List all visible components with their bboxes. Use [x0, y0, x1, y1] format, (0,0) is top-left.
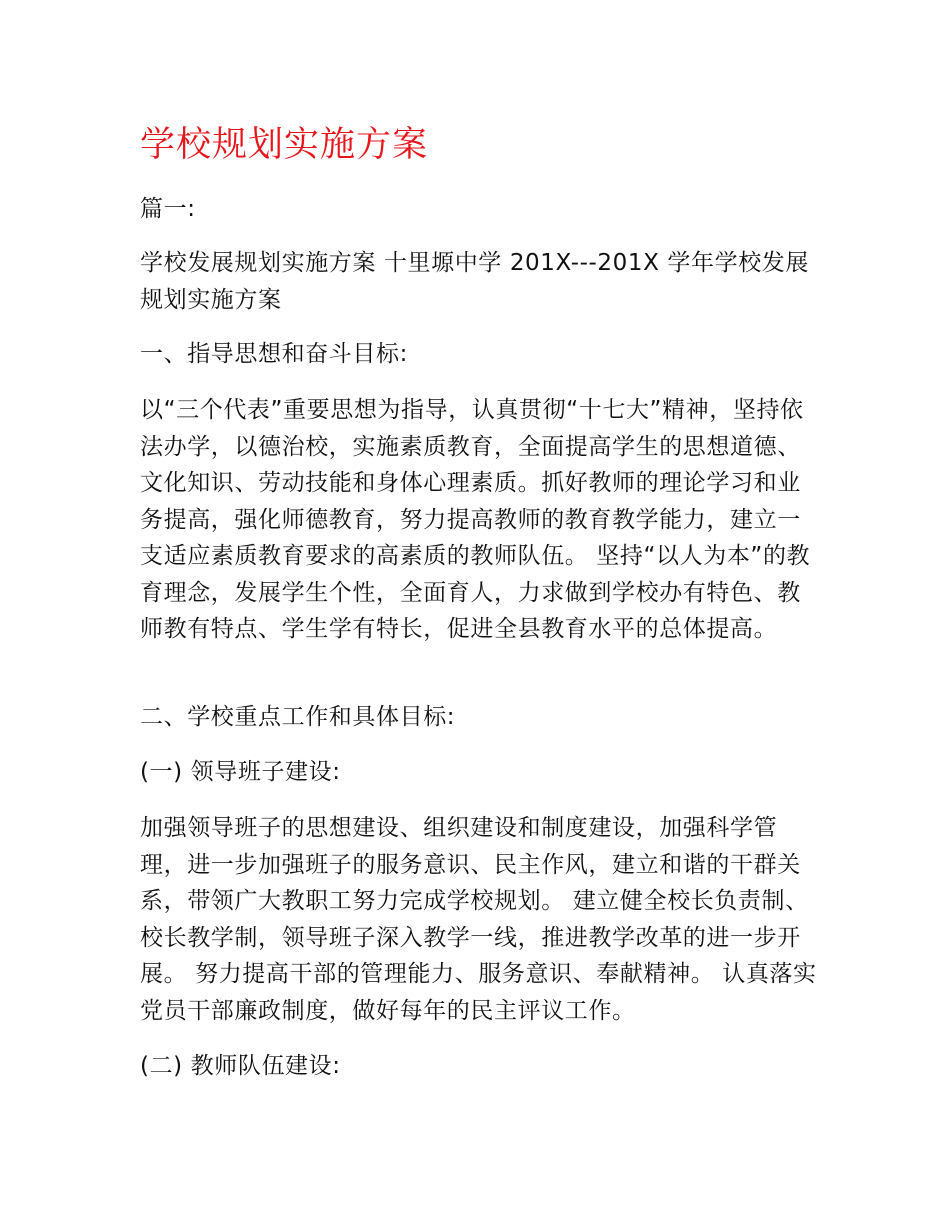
paragraph-leadership: 加强领导班子的思想建设、组织建设和制度建设，加强科学管理，进一步加强班子的服务意识、民主作风，建立和谐的干群关系，带领广大教职工努力完成学校规划。 建立健全校长负责制、校长教学制，领导班子深入教学一线，推进教学改革的进一步开展。 努力提高干部的管理能力、服务意识、奉献精神。 认真落实党员干部廉政制度，做好每年的民主评议工作。: [140, 815, 817, 1024]
paragraph-guiding-ideology: 以“三个代表”重要思想为指导，认真贯彻“十七大”精神，坚持依法办学，以德治校，实施素质教育，全面提高学生的思想道德、文化知识、劳动技能和身体心理素质。抓好教师的理论学习和业务提高，强化师德教育，努力提高教师的教育教学能力，建立一支适应素质教育要求的高素质的教师队伍。 坚持“以人为本”的教育理念，发展学生个性，全面育人，力求做到学校办有特色、教师教有特点、学生学有特长，促进全县教育水平的总体提高。: [140, 397, 811, 642]
subheading-teacher-team: (二) 教师队伍建设:: [140, 1053, 341, 1079]
plan-subtitle: 学校发展规划实施方案 十里塬中学 201X---201X 学年学校发展规划实施方案: [140, 250, 809, 313]
subheading-leadership: (一) 领导班子建设:: [140, 759, 341, 785]
document-title: 学校规划实施方案: [140, 125, 429, 165]
heading-guiding-ideology: 一、指导思想和奋斗目标:: [140, 341, 408, 367]
section-label-part-one: 篇一:: [140, 196, 196, 222]
heading-key-work: 二、学校重点工作和具体目标:: [140, 704, 456, 730]
